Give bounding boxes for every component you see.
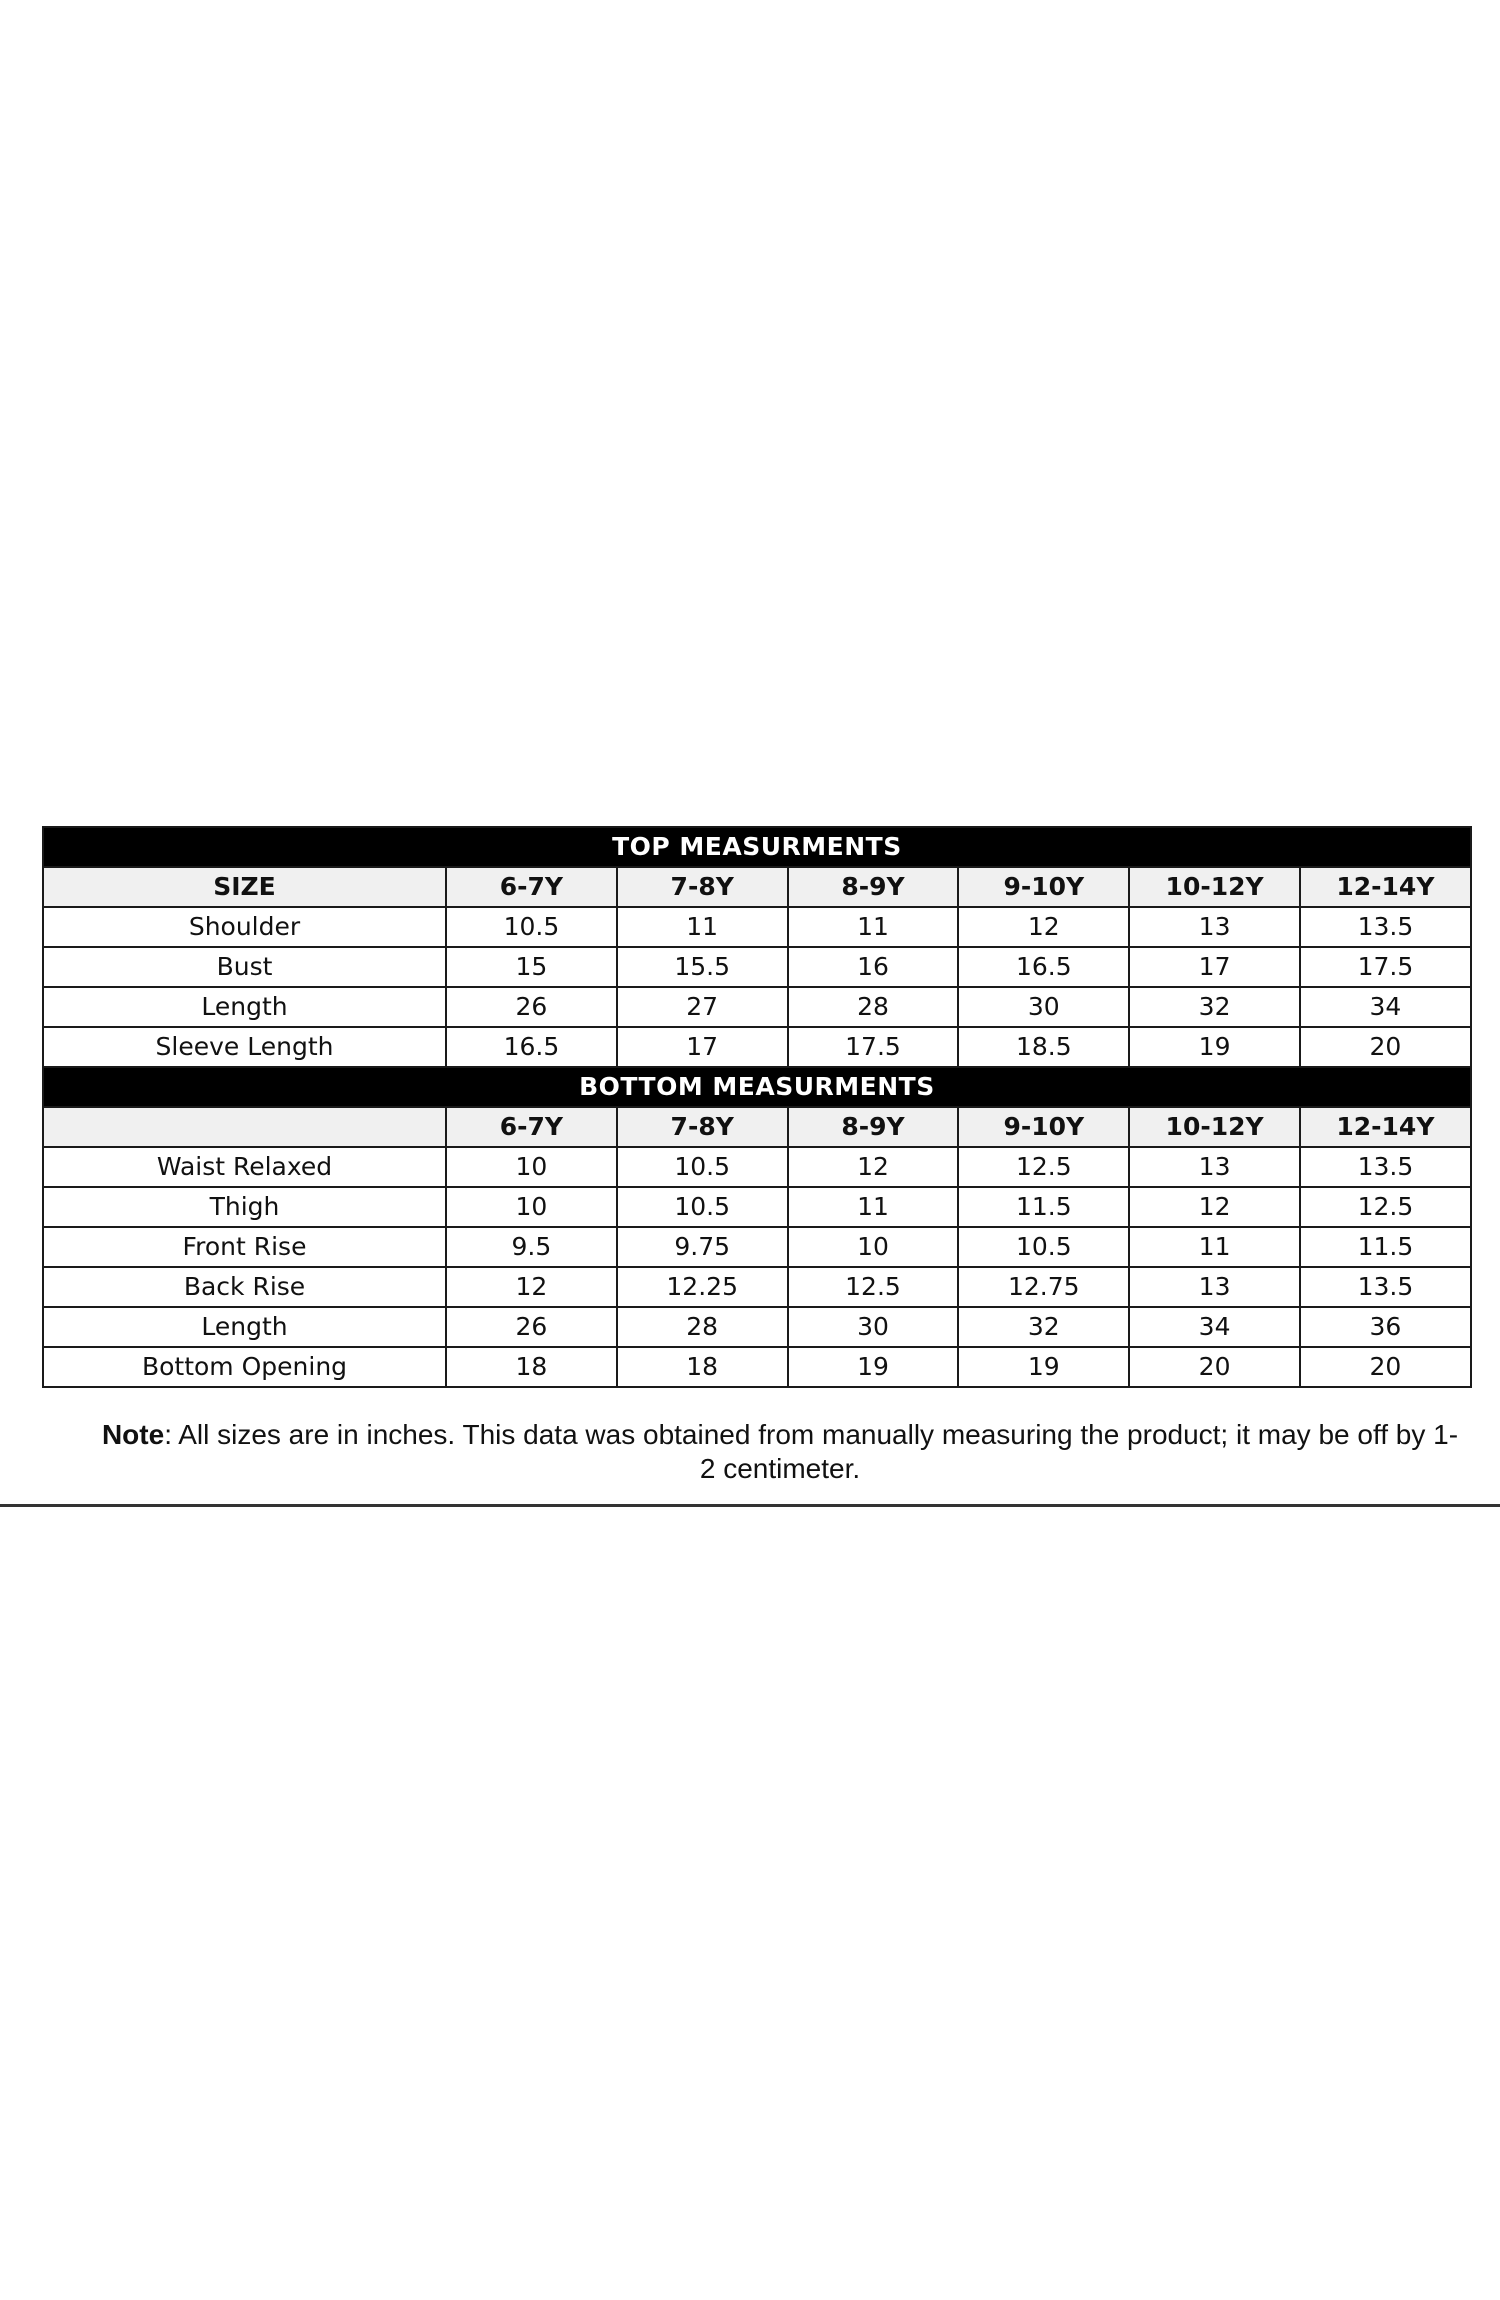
size-header-cell: 8-9Y [788,867,959,907]
row-label: Bottom Opening [43,1347,446,1387]
measurement-cell: 34 [1129,1307,1300,1347]
measurement-cell: 15 [446,947,617,987]
row-label: Back Rise [43,1267,446,1307]
table-row [43,947,1471,987]
measurement-cell: 30 [958,987,1129,1027]
measurement-cell: 18.5 [958,1027,1129,1067]
measurement-cell: 13 [1129,1147,1300,1187]
table-row [43,1147,1471,1187]
row-label: Front Rise [43,1227,446,1267]
table-row [43,1187,1471,1227]
measurement-cell: 12.5 [788,1267,959,1307]
measurement-cell: 10.5 [617,1187,788,1227]
size-header-cell: 10-12Y [1129,1107,1300,1147]
measurement-cell: 20 [1300,1347,1471,1387]
size-header-cell: 9-10Y [958,867,1129,907]
measurement-cell: 13 [1129,1267,1300,1307]
measurement-cell: 16.5 [958,947,1129,987]
row-label: Sleeve Length [43,1027,446,1067]
measurement-cell: 11.5 [958,1187,1129,1227]
note-label: Note [101,1419,165,1450]
table-row [43,1227,1471,1267]
size-header-cell: 10-12Y [1129,867,1300,907]
measurement-cell: 12 [958,907,1129,947]
measurement-cell: 17.5 [788,1027,959,1067]
bottom-size-header-label [43,1107,446,1147]
measurement-cell: 27 [617,987,788,1027]
size-header-cell: 7-8Y [617,867,788,907]
measurement-cell: 11 [788,1187,959,1227]
measurement-table [42,826,1472,1388]
top-size-header-label: SIZE [43,867,446,907]
bottom-size-header-row [43,1107,1471,1147]
measurement-cell: 10.5 [446,907,617,947]
measurement-cell: 17 [1129,947,1300,987]
measurement-cell: 19 [1129,1027,1300,1067]
measurement-cell: 26 [446,987,617,1027]
measurement-cell: 17.5 [1300,947,1471,987]
measurement-cell: 12 [1129,1187,1300,1227]
measurement-cell: 32 [1129,987,1300,1027]
measurement-cell: 28 [788,987,959,1027]
size-header-cell: 12-14Y [1300,867,1471,907]
size-header-cell: 7-8Y [617,1107,788,1147]
table-row [43,1347,1471,1387]
measurement-cell: 10 [788,1227,959,1267]
table-row [43,1267,1471,1307]
measurement-cell: 9.5 [446,1227,617,1267]
measurement-cell: 12.75 [958,1267,1129,1307]
measurement-cell: 20 [1129,1347,1300,1387]
measurement-cell: 15.5 [617,947,788,987]
top-section-title: TOP MEASURMENTS [43,827,1471,867]
measurement-cell: 9.75 [617,1227,788,1267]
measurement-cell: 13.5 [1300,907,1471,947]
measurement-cell: 13 [1129,907,1300,947]
bottom-section-header [43,1067,1471,1107]
measurement-cell: 11.5 [1300,1227,1471,1267]
measurement-cell: 36 [1300,1307,1471,1347]
measurement-cell: 13.5 [1300,1267,1471,1307]
bottom-section-title: BOTTOM MEASURMENTS [43,1067,1471,1107]
row-label: Length [43,987,446,1027]
measurement-cell: 10 [446,1187,617,1227]
size-header-cell: 6-7Y [446,867,617,907]
measurement-cell: 10.5 [617,1147,788,1187]
row-label: Length [43,1307,446,1347]
measurement-cell: 19 [958,1347,1129,1387]
measurement-note [100,1418,1460,1486]
measurement-cell: 12.5 [958,1147,1129,1187]
measurement-cell: 28 [617,1307,788,1347]
measurement-cell: 10 [446,1147,617,1187]
size-header-cell: 9-10Y [958,1107,1129,1147]
row-label: Shoulder [43,907,446,947]
measurement-cell: 32 [958,1307,1129,1347]
divider-line [0,1504,1500,1507]
size-header-cell: 8-9Y [788,1107,959,1147]
measurement-cell: 18 [617,1347,788,1387]
measurement-cell: 34 [1300,987,1471,1027]
measurement-cell: 12 [788,1147,959,1187]
table-row [43,1307,1471,1347]
table-row [43,987,1471,1027]
size-chart [42,826,1470,1388]
measurement-cell: 18 [446,1347,617,1387]
measurement-cell: 16.5 [446,1027,617,1067]
measurement-cell: 19 [788,1347,959,1387]
table-row [43,907,1471,947]
row-label: Thigh [43,1187,446,1227]
row-label: Waist Relaxed [43,1147,446,1187]
measurement-cell: 13.5 [1300,1147,1471,1187]
measurement-cell: 17 [617,1027,788,1067]
size-header-cell: 12-14Y [1300,1107,1471,1147]
measurement-cell: 11 [617,907,788,947]
measurement-cell: 11 [1129,1227,1300,1267]
row-label: Bust [43,947,446,987]
measurement-cell: 12 [446,1267,617,1307]
measurement-cell: 12.25 [617,1267,788,1307]
top-size-header-row [43,867,1471,907]
measurement-cell: 30 [788,1307,959,1347]
measurement-cell: 11 [788,907,959,947]
top-section-header [43,827,1471,867]
note-text: : All sizes are in inches. This data was obtained from manually measuring the product; it may be off by 1-2 centimeter. [164,1419,1459,1484]
measurement-cell: 20 [1300,1027,1471,1067]
size-header-cell: 6-7Y [446,1107,617,1147]
measurement-cell: 26 [446,1307,617,1347]
measurement-cell: 12.5 [1300,1187,1471,1227]
measurement-cell: 16 [788,947,959,987]
measurement-cell: 10.5 [958,1227,1129,1267]
table-row [43,1027,1471,1067]
